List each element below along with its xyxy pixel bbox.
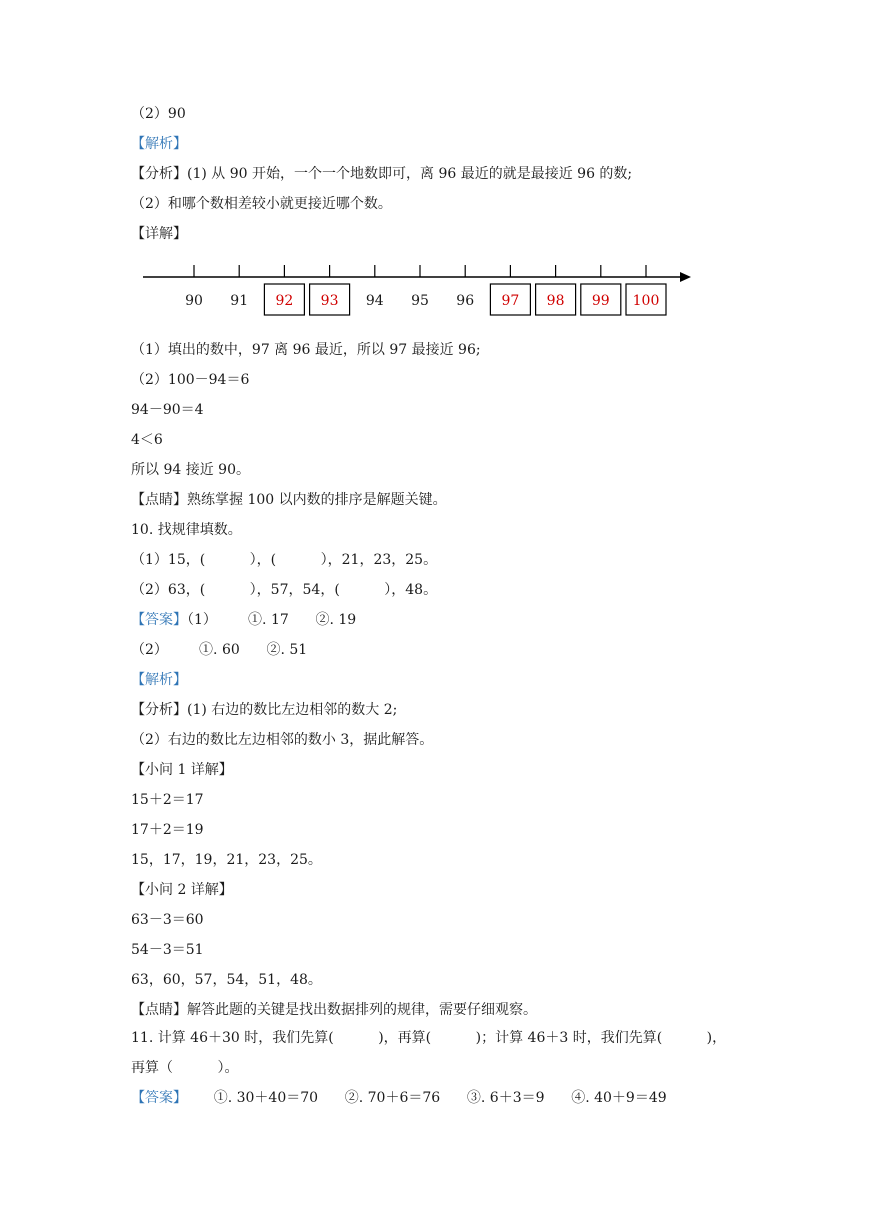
text-line: （2）右边的数比左边相邻的数小 3，据此解答。 (131, 732, 434, 748)
number-label: 98 (546, 293, 565, 309)
text-line: 94－90＝4 (131, 402, 204, 418)
text-line: 15，17，19，21，23，25。 (131, 852, 322, 868)
text-line: 【小问 2 详解】 (131, 882, 233, 898)
number-label: 91 (230, 293, 249, 309)
answer-label: 【答案】 (131, 612, 187, 628)
number-label: 90 (185, 293, 203, 309)
text-line: 54－3＝51 (131, 942, 204, 958)
text-line: 【解析】 (131, 672, 187, 688)
text-line (131, 1088, 667, 1108)
text-line: 63－3＝60 (131, 912, 204, 928)
number-label: 94 (365, 293, 384, 309)
text-line: （2）63，( ），57，54，( ），48。 (131, 582, 438, 598)
text-line: 17＋2＝19 (131, 822, 204, 838)
text-line: （2）90 (131, 106, 186, 122)
text-line: 15＋2＝17 (131, 792, 204, 808)
number-line-arrowhead (680, 272, 691, 282)
text-line: 【详解】 (131, 226, 187, 242)
number-label: 93 (320, 293, 339, 309)
text-line: 63，60，57，54，51，48。 (131, 972, 322, 988)
text-line: （2）100－94＝6 (131, 372, 250, 388)
text-line: 【点睛】熟练掌握 100 以内数的排序是解题关键。 (131, 492, 447, 508)
text-line: 【分析】(1) 右边的数比左边相邻的数大 2; (131, 702, 398, 718)
text-line (131, 610, 356, 630)
number-label: 96 (456, 293, 475, 309)
answer-label: 【答案】 (131, 1090, 187, 1106)
number-label: 97 (501, 293, 520, 309)
text-line: 【小问 1 详解】 (131, 762, 233, 778)
number-label: 99 (591, 293, 610, 309)
answer-text: （1） ①. 17 ②. 19 (187, 612, 357, 628)
text-line: 所以 94 接近 90。 (131, 462, 250, 478)
number-label: 95 (411, 293, 429, 309)
text-line: 【解析】 (131, 136, 187, 152)
text-line: （1）填出的数中，97 离 96 最近，所以 97 最接近 96; (131, 342, 481, 358)
number-label: 100 (632, 293, 660, 309)
number-label: 92 (275, 293, 294, 309)
answer-text: ①. 30＋40＝70 ②. 70＋6＝76 ③. 6＋3＝9 ④. 40＋9＝49 (187, 1090, 667, 1106)
text-line: （1）15，( ），( ），21，23，25。 (131, 552, 438, 568)
text-line: 【分析】(1) 从 90 开始，一个一个地数即可，离 96 最近的就是最接近 96 的数; (131, 166, 633, 182)
text-line: 11. 计算 46＋30 时，我们先算( )，再算( )；计算 46＋3 时，我们先算( )， (131, 1030, 727, 1046)
text-line: 【点睛】解答此题的关键是找出数据排列的规律，需要仔细观察。 (131, 1002, 537, 1018)
text-line: 10. 找规律填数。 (131, 522, 242, 538)
text-line: 4＜6 (131, 432, 163, 448)
number-line-figure (140, 258, 700, 328)
text-line: （2）和哪个数相差较小就更接近哪个数。 (131, 196, 392, 212)
text-line: （2） ①. 60 ②. 51 (131, 642, 308, 658)
text-line: 再算（ ）。 (131, 1060, 239, 1076)
